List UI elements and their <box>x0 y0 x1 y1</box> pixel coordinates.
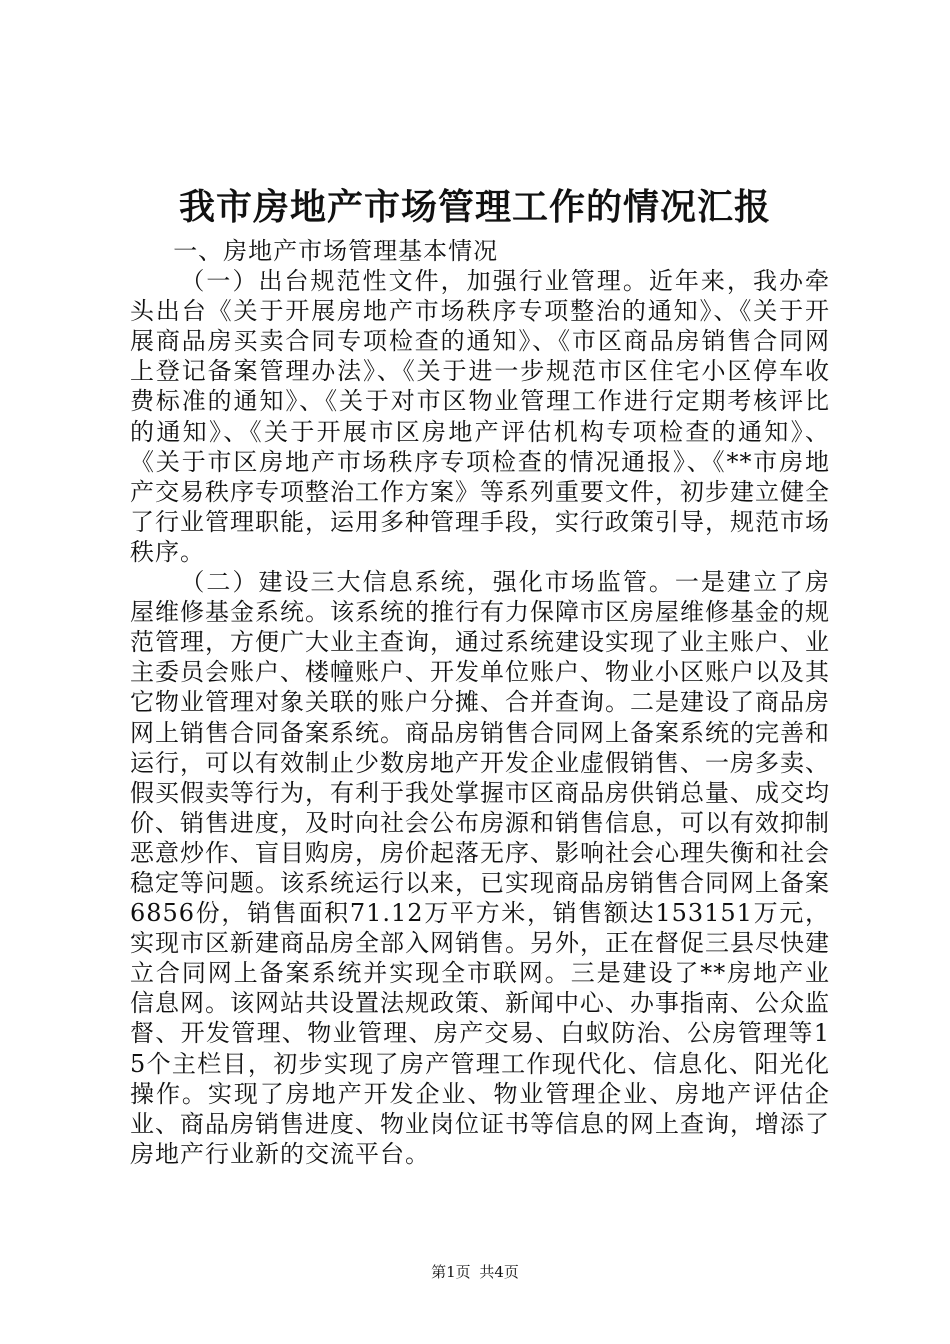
paragraph-regulations: （一）出台规范性文件，加强行业管理。近年来，我办牵头出台《关于开展房地产市场秩序专项整治的通知》、《关于开展商品房买卖合同专项检查的通知》、《市区商品房销售合同网上登记备案管理办法》、《关于进一步规范市区住宅小区停车收费标准的通知》、《关于对市区物业管理工作进行定期考核评比的通知》、《关于开展市区房地产评估机构专项检查的通知》、《关于市区房地产市场秩序专项检查的情况通报》、《**市房地产交易秩序专项整治工作方案》等系列重要文件，初步建立健全了行业管理职能，运用多种管理手段，实行政策引导，规范市场秩序。 <box>130 267 830 566</box>
page-footer: 第1页 共4页 <box>431 1263 519 1281</box>
document-body <box>130 236 830 1169</box>
section-heading: 一、房地产市场管理基本情况 <box>173 237 499 265</box>
paragraph-information-systems: （二）建设三大信息系统，强化市场监管。一是建立了房屋维修基金系统。该系统的推行有力保障市区房屋维修基金的规范管理，方便广大业主查询，通过系统建设实现了业主账户、业主委员会账户、楼幢账户、开发单位账户、物业小区账户以及其它物业管理对象关联的账户分摊、合并查询。二是建设了商品房网上销售合同备案系统。商品房销售合同网上备案系统的完善和运行，可以有效制止少数房地产开发企业虚假销售、一房多卖、假买假卖等行为，有利于我处掌握市区商品房供销总量、成交均价、销售进度，及时向社会公布房源和销售信息，可以有效抑制恶意炒作、盲目购房，房价起落无序、影响社会心理失衡和社会稳定等问题。该系统运行以来，已实现商品房销售合同网上备案6856份，销售面积71.12万平方米，销售额达153151万元，实现市区新建商品房全部入网销售。另外，正在督促三县尽快建立合同网上备案系统并实现全市联网。三是建设了**房地产业信息网。该网站共设置法规政策、新闻中心、办事指南、公众监督、开发管理、物业管理、房产交易、白蚁防治、公房管理等15个主栏目，初步实现了房产管理工作现代化、信息化、阳光化操作。实现了房地产开发企业、物业管理企业、房地产评估企业、商品房销售进度、物业岗位证书等信息的网上查询，增添了房地产行业新的交流平台。 <box>130 568 830 1168</box>
document-title: 我市房地产市场管理工作的情况汇报 <box>178 186 771 228</box>
